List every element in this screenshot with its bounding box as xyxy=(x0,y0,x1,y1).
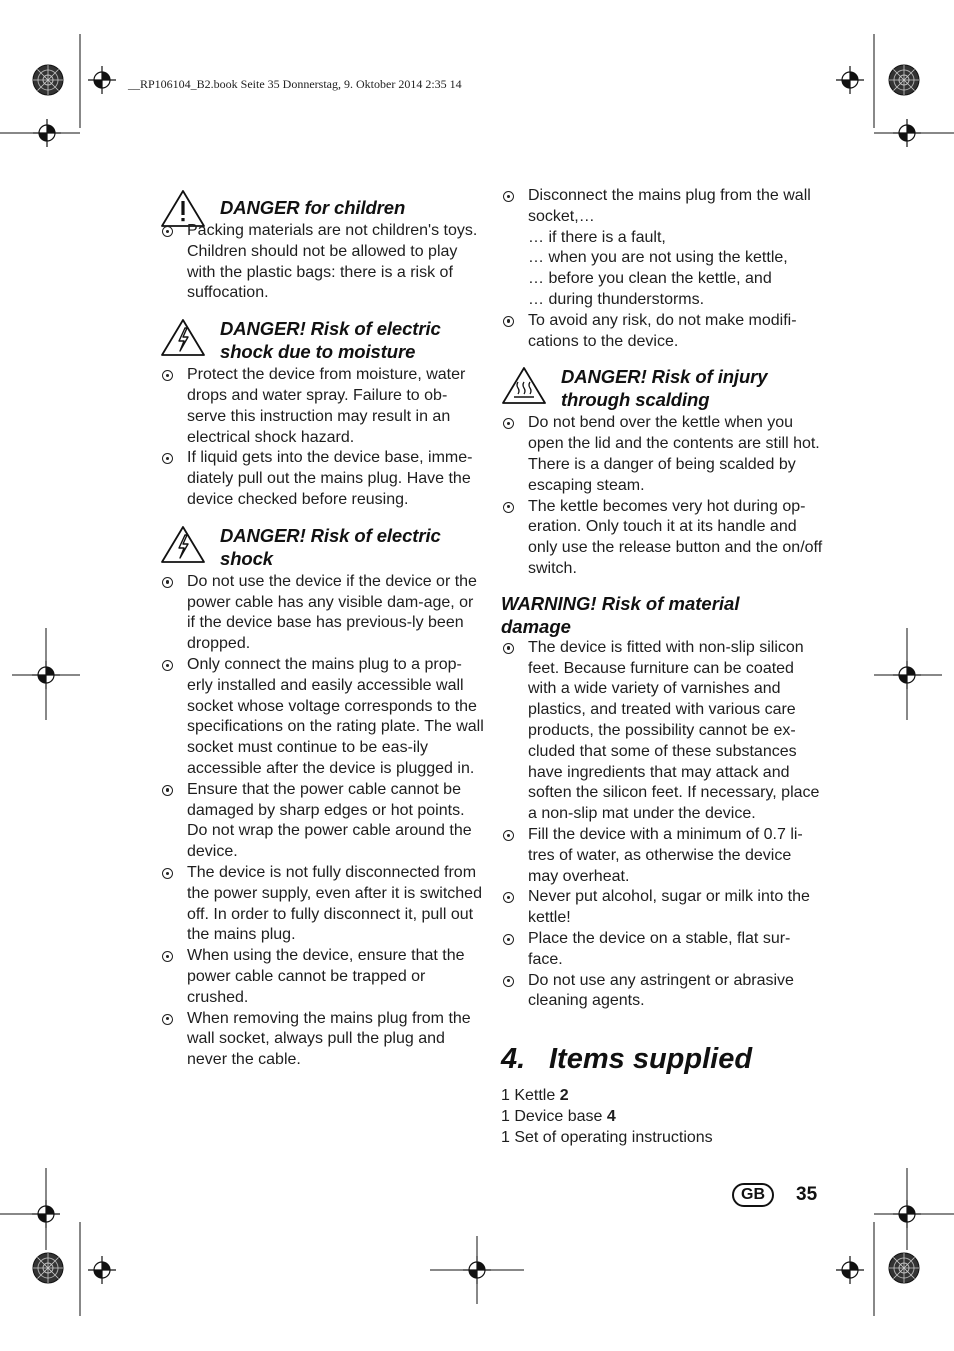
modification-list xyxy=(501,311,823,353)
danger-children-heading xyxy=(160,188,484,219)
danger-shock-title-line2: shock xyxy=(220,547,273,569)
disconnect-sub-item: … when you are not using the kettle, xyxy=(528,249,788,267)
list-item: To avoid any risk, do not make modifi-cations to the device. xyxy=(501,311,823,353)
bullet-icon xyxy=(503,976,514,987)
danger-shock-heading xyxy=(160,524,484,570)
bullet-icon xyxy=(503,418,514,429)
list-item: 1 Set of operating instructions xyxy=(501,1128,713,1146)
list-item: The device is not fully disconnected from the power supply, even after it is switched off. In order to fully disconnect it, pull out the mains plug. xyxy=(160,863,484,946)
danger-scalding-heading xyxy=(501,365,823,411)
right-column xyxy=(501,186,823,1148)
print-file-info: __RP106104_B2.book Seite 35 Donnerstag, 9. Oktober 2014 2:35 14 xyxy=(128,77,462,91)
warning-material-heading xyxy=(501,592,823,638)
section-title: Items supplied xyxy=(549,1043,753,1076)
list-item: Protect the device from moisture, water drops and water spray. Failure to ob-serve this instruction may result in an electrical shock hazard. xyxy=(160,365,484,448)
list-item: Do not use any astringent or abrasive cleaning agents. xyxy=(501,971,823,1013)
disconnect-list xyxy=(501,186,823,228)
list-item: Only connect the mains plug to a prop-erly installed and easily accessible wall socket whose voltage corresponds to the specifications on the rating plate. The wall socket must continue to be eas-ily accessible after the device is plugged in. xyxy=(160,655,484,780)
danger-moisture-title-line1: DANGER! Risk of electric xyxy=(220,318,441,340)
part-reference: 2 xyxy=(559,1087,569,1105)
left-column xyxy=(160,185,484,1071)
list-item: Do not bend over the kettle when you open the lid and the contents are still hot. There is a danger of being scalded by escaping steam. xyxy=(501,413,823,496)
bullet-icon xyxy=(503,643,514,654)
list-item: Do not use the device if the device or the power cable has any visible dam-age, or if the device base has previous-ly been dropped. xyxy=(160,572,484,655)
danger-moisture-list xyxy=(160,365,484,511)
bullet-icon xyxy=(503,830,514,841)
list-item: 1 Kettle 2 xyxy=(501,1087,569,1105)
bullet-icon xyxy=(503,191,514,202)
bullet-icon xyxy=(162,577,173,588)
list-item: Never put alcohol, sugar or milk into the kettle! xyxy=(501,887,823,929)
warning-material-list xyxy=(501,638,823,1012)
danger-moisture-heading xyxy=(160,317,484,363)
list-item: Disconnect the mains plug from the wall socket,… xyxy=(501,186,823,228)
disconnect-sub-item: … before you clean the kettle, and xyxy=(528,270,772,288)
warning-material-title-line1: WARNING! Risk of material xyxy=(501,592,740,614)
list-item: When using the device, ensure that the power cable cannot be trapped or crushed. xyxy=(160,946,484,1008)
bullet-icon xyxy=(162,1014,173,1025)
bullet-icon xyxy=(162,660,173,671)
list-item: Place the device on a stable, flat sur-face. xyxy=(501,929,823,971)
bullet-icon xyxy=(162,226,173,237)
disconnect-sub-item: … if there is a fault, xyxy=(528,228,666,246)
bullet-icon xyxy=(162,370,173,381)
hot-surface-warning-icon xyxy=(501,365,547,405)
list-item: Ensure that the power cable cannot be damaged by sharp edges or hot points. Do not wrap the power cable around the device. xyxy=(160,780,484,863)
page-footer xyxy=(732,1183,817,1207)
page-number: 35 xyxy=(796,1184,818,1205)
danger-moisture-title-line2: shock due to moisture xyxy=(220,341,416,363)
danger-scalding-title-line2: through scalding xyxy=(561,389,710,411)
items-supplied-list xyxy=(501,1086,823,1148)
bullet-icon xyxy=(503,934,514,945)
bullet-icon xyxy=(162,453,173,464)
disconnect-sub-item: … during thunderstorms. xyxy=(528,290,705,308)
bullet-icon xyxy=(162,785,173,796)
bullet-icon xyxy=(162,951,173,962)
danger-scalding-title-line1: DANGER! Risk of injury xyxy=(561,366,768,388)
list-item: Packing materials are not children's toys. Children should not be allowed to play with the plastic bags: there is a risk of suffocation. xyxy=(160,221,484,304)
section-number: 4. xyxy=(501,1043,526,1076)
warning-material-title-line2: damage xyxy=(501,615,571,637)
list-item: 1 Device base 4 xyxy=(501,1107,616,1125)
bullet-icon xyxy=(503,316,514,327)
danger-shock-list xyxy=(160,572,484,1071)
danger-children-list xyxy=(160,221,484,304)
part-reference: 4 xyxy=(606,1107,616,1125)
danger-shock-title-line1: DANGER! Risk of electric xyxy=(220,524,441,546)
electric-shock-warning-icon xyxy=(160,317,206,357)
danger-children-title: DANGER for children xyxy=(220,197,406,218)
bullet-icon xyxy=(503,892,514,903)
list-item: When removing the mains plug from the wall socket, always pull the plug and never the cable. xyxy=(160,1009,484,1071)
list-item: The device is fitted with non-slip silicon feet. Because furniture can be coated with a wide variety of varnishes and plastics, and treated with various care products, the possibility cannot be ex-cluded that some of these substances have ingredients that may attack and soften the silicon feet. If necessary, place a non-slip mat under the device. xyxy=(501,638,823,825)
bullet-icon xyxy=(503,502,514,513)
list-item: The kettle becomes very hot during op-eration. Only touch it at its handle and only use the release button and the on/off switch. xyxy=(501,497,823,580)
language-badge: GB xyxy=(732,1183,774,1207)
list-item: If liquid gets into the device base, imme-diately pull out the mains plug. Have the device checked before reusing. xyxy=(160,448,484,510)
danger-scalding-list xyxy=(501,413,823,579)
bullet-icon xyxy=(162,868,173,879)
items-supplied-heading xyxy=(501,1042,823,1076)
electric-shock-warning-icon xyxy=(160,524,206,564)
list-item: Fill the device with a minimum of 0.7 li-tres of water, as otherwise the device may overheat. xyxy=(501,825,823,887)
